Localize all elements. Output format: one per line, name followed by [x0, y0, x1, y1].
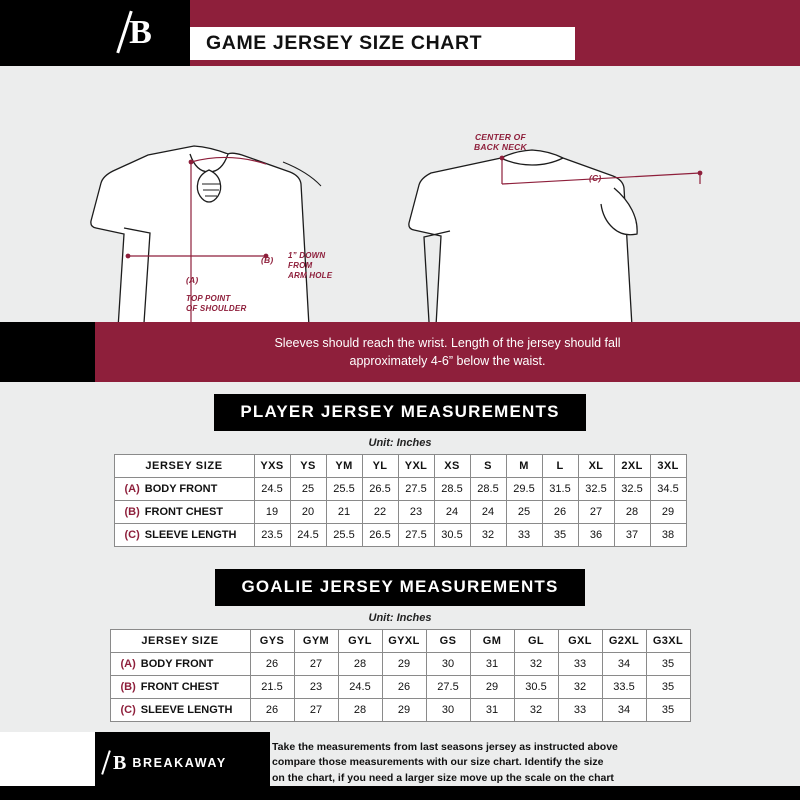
measurement-cell: 32	[470, 524, 506, 547]
measurement-cell: 32	[558, 676, 602, 699]
measurement-cell: 25.5	[326, 524, 362, 547]
measurement-cell: 25	[506, 501, 542, 524]
row-label: (A) BODY FRONT	[110, 653, 250, 676]
table-row	[114, 478, 686, 501]
note-band	[0, 322, 800, 382]
measurement-cell: 24	[470, 501, 506, 524]
measurement-cell: 19	[254, 501, 290, 524]
brand-logo	[100, 4, 180, 62]
column-header-size: M	[506, 455, 542, 478]
back-jersey-drawing	[409, 150, 637, 322]
note-band-black-left	[0, 322, 95, 382]
column-header-size: GYL	[338, 630, 382, 653]
measurement-cell: 34	[602, 653, 646, 676]
column-header-size: XS	[434, 455, 470, 478]
measurement-cell: 25	[290, 478, 326, 501]
measurement-cell: 27	[294, 653, 338, 676]
title-plate	[190, 27, 575, 60]
measurement-cell: 35	[542, 524, 578, 547]
measurement-cell: 24.5	[338, 676, 382, 699]
row-label: (B) FRONT CHEST	[114, 501, 254, 524]
measurement-cell: 27.5	[398, 524, 434, 547]
measurement-cell: 38	[650, 524, 686, 547]
measurement-cell: 23	[398, 501, 434, 524]
footer-brand-name: BREAKAWAY	[132, 756, 227, 770]
measurement-cell: 29	[382, 653, 426, 676]
measurement-cell: 23	[294, 676, 338, 699]
measurement-cell: 25.5	[326, 478, 362, 501]
jersey-illustration-area	[0, 66, 800, 322]
measurement-cell: 36	[578, 524, 614, 547]
measurement-cell: 30.5	[434, 524, 470, 547]
measurement-cell: 33	[558, 653, 602, 676]
column-header-size: XL	[578, 455, 614, 478]
measurement-cell: 32.5	[614, 478, 650, 501]
annotation-point-b: (B)	[261, 255, 274, 265]
annotation-one-inch-down: 1” DOWN FROM ARM HOLE	[288, 251, 333, 280]
column-header-size: YM	[326, 455, 362, 478]
player-section	[0, 382, 800, 557]
player-measurements-table	[114, 454, 687, 547]
table-row	[114, 524, 686, 547]
table-row	[110, 653, 690, 676]
note-line-1: Sleeves should reach the wrist. Length of the jersey should fall	[274, 335, 621, 350]
measurement-cell: 28.5	[434, 478, 470, 501]
footer-line-1: Take the measurements from last seasons jersey as instructed above	[272, 741, 618, 754]
measurement-cell: 22	[362, 501, 398, 524]
jersey-diagrams-svg	[0, 66, 800, 322]
footer-line-3: on the chart, if you need a larger size move up the scale on the chart	[272, 771, 614, 784]
row-label: (B) FRONT CHEST	[110, 676, 250, 699]
footer-logo-b-icon	[105, 752, 126, 775]
footer-line-2: compare those measurements with our size chart. Identify the size	[272, 756, 604, 769]
measurement-cell: 27.5	[398, 478, 434, 501]
measurement-cell: 29.5	[506, 478, 542, 501]
measurement-cell: 30	[426, 653, 470, 676]
table-row	[110, 676, 690, 699]
measurement-cell: 34	[602, 699, 646, 722]
annotation-center-back-neck: CENTER OF BACK NECK	[474, 132, 527, 153]
footer-logo-letter: B	[113, 751, 127, 774]
row-label: (A) BODY FRONT	[114, 478, 254, 501]
measurement-cell: 26.5	[362, 524, 398, 547]
measurement-cell: 20	[290, 501, 326, 524]
measurement-cell: 31.5	[542, 478, 578, 501]
measurement-cell: 29	[650, 501, 686, 524]
goalie-section	[0, 557, 800, 732]
column-header-size: L	[542, 455, 578, 478]
player-section-heading: PLAYER JERSEY MEASUREMENTS	[214, 394, 585, 431]
measurement-cell: 35	[646, 699, 690, 722]
column-header-size: G3XL	[646, 630, 690, 653]
measurement-cell: 30.5	[514, 676, 558, 699]
row-tag: (A)	[124, 483, 140, 495]
measurement-cell: 31	[470, 699, 514, 722]
column-header-size: GL	[514, 630, 558, 653]
measurement-cell: 30	[426, 699, 470, 722]
page-title: GAME JERSEY SIZE CHART	[206, 32, 483, 54]
table-header-row	[114, 455, 686, 478]
measurement-cell: 29	[470, 676, 514, 699]
page-footer	[0, 732, 800, 794]
column-header-size: S	[470, 455, 506, 478]
measurement-cell: 28	[338, 653, 382, 676]
measurement-cell: 26	[250, 699, 294, 722]
measurement-cell: 26	[542, 501, 578, 524]
footer-left-white	[0, 732, 95, 794]
measurement-cell: 32	[514, 653, 558, 676]
column-header-size: YL	[362, 455, 398, 478]
column-header-size: GXL	[558, 630, 602, 653]
footer-brand-logo	[105, 742, 265, 784]
measurement-cell: 24	[434, 501, 470, 524]
footer-instructions	[272, 732, 792, 794]
measurement-cell: 26	[250, 653, 294, 676]
measurement-cell: 33	[558, 699, 602, 722]
column-header-size: YXS	[254, 455, 290, 478]
measurement-cell: 35	[646, 676, 690, 699]
measurement-cell: 37	[614, 524, 650, 547]
note-line-2: approximately 4-6” below the waist.	[349, 354, 546, 368]
column-header-size: YS	[290, 455, 326, 478]
measurement-cell: 32.5	[578, 478, 614, 501]
measurement-cell: 27	[294, 699, 338, 722]
column-header-size: GYS	[250, 630, 294, 653]
measurement-cell: 29	[382, 699, 426, 722]
row-tag: (C)	[124, 529, 140, 541]
column-header-jersey-size: JERSEY SIZE	[110, 630, 250, 653]
measurement-cell: 21	[326, 501, 362, 524]
breakaway-b-logo	[129, 14, 151, 52]
goalie-heading-wrap	[0, 557, 800, 606]
measurement-cell: 27.5	[426, 676, 470, 699]
measurement-cell: 33.5	[602, 676, 646, 699]
column-header-size: YXL	[398, 455, 434, 478]
column-header-size: GM	[470, 630, 514, 653]
measurement-cell: 34.5	[650, 478, 686, 501]
logo-letter: B	[129, 14, 151, 51]
annotation-point-c: (C)	[589, 173, 602, 183]
row-tag: (A)	[120, 658, 136, 670]
goalie-section-heading: GOALIE JERSEY MEASUREMENTS	[215, 569, 584, 606]
page-header	[0, 0, 800, 66]
row-tag: (C)	[120, 704, 136, 716]
measurement-cell: 26	[382, 676, 426, 699]
table-header-row	[110, 630, 690, 653]
measurement-cell: 26.5	[362, 478, 398, 501]
column-header-size: 2XL	[614, 455, 650, 478]
player-unit-label: Unit: Inches	[368, 437, 432, 449]
note-band-text	[95, 322, 800, 382]
measurement-cell: 24.5	[290, 524, 326, 547]
table-row	[110, 699, 690, 722]
measurement-cell: 23.5	[254, 524, 290, 547]
goalie-unit-label: Unit: Inches	[368, 612, 432, 624]
bottom-black-bar	[0, 786, 800, 800]
goalie-measurements-table	[110, 629, 691, 722]
row-label: (C) SLEEVE LENGTH	[110, 699, 250, 722]
column-header-jersey-size: JERSEY SIZE	[114, 455, 254, 478]
player-heading-wrap	[0, 382, 800, 431]
measurement-cell: 27	[578, 501, 614, 524]
measurement-cell: 33	[506, 524, 542, 547]
measurement-cell: 35	[646, 653, 690, 676]
column-header-size: GYXL	[382, 630, 426, 653]
measurement-cell: 28.5	[470, 478, 506, 501]
measurement-cell: 24.5	[254, 478, 290, 501]
annotation-top-point-shoulder: TOP POINT OF SHOULDER	[186, 294, 247, 313]
column-header-size: GS	[426, 630, 470, 653]
table-row	[114, 501, 686, 524]
measurement-cell: 32	[514, 699, 558, 722]
measurement-cell: 21.5	[250, 676, 294, 699]
column-header-size: 3XL	[650, 455, 686, 478]
row-tag: (B)	[124, 506, 140, 518]
measurement-cell: 31	[470, 653, 514, 676]
row-tag: (B)	[120, 681, 136, 693]
row-label: (C) SLEEVE LENGTH	[114, 524, 254, 547]
measurement-cell: 28	[338, 699, 382, 722]
column-header-size: GYM	[294, 630, 338, 653]
measurement-cell: 28	[614, 501, 650, 524]
annotation-point-a: (A)	[186, 275, 199, 285]
column-header-size: G2XL	[602, 630, 646, 653]
